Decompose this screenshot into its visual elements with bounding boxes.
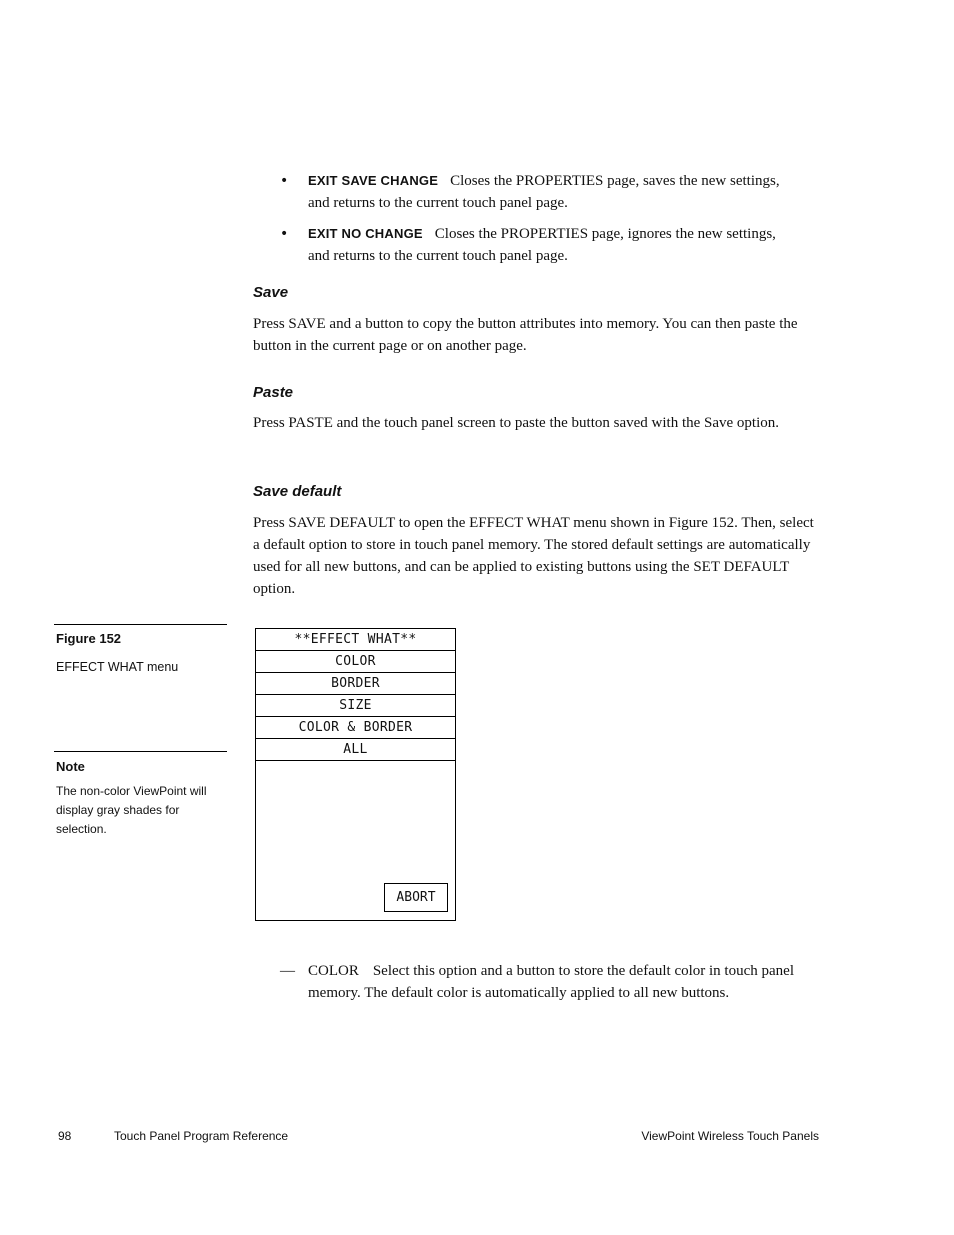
bullet-symbol: •: [280, 226, 289, 242]
menu-item-size[interactable]: SIZE: [256, 695, 455, 717]
abort-button[interactable]: ABORT: [384, 883, 448, 912]
menu-item-color[interactable]: COLOR: [256, 651, 455, 673]
section-body-save: Press SAVE and a button to copy the button attributes into memory. You can then paste the button in the current page or on another page.: [253, 316, 798, 354]
section-heading-save-default: Save default: [253, 483, 342, 500]
menu-item-all[interactable]: ALL: [256, 739, 455, 761]
figure-rule: [54, 624, 227, 625]
bullet-exit-save-change: [280, 170, 800, 214]
section-heading-save: Save: [253, 284, 289, 301]
menu-item-color-and-border[interactable]: COLOR & BORDER: [256, 717, 455, 739]
bullet-term: EXIT NO CHANGE: [308, 226, 423, 241]
bullet-text: Closes the PROPERTIES page, ignores the new settings, and returns to the current touch panel page.: [308, 226, 776, 264]
dash-text: Select this option and a button to store the default color in touch panel memory. The default color is automatically applied to all new buttons.: [308, 963, 794, 1001]
section-heading-paste: Paste: [253, 384, 294, 401]
dash-item-color: [280, 960, 820, 1004]
note-text: The non-color ViewPoint will display gray shades for selection.: [56, 784, 207, 836]
section-body-save-default: Press SAVE DEFAULT to open the EFFECT WHAT menu shown in Figure 152. Then, select a default option to store in touch panel memory. The stored default settings are automatically used for all new buttons, and can be applied to existing buttons using the SET DEFAULT option.: [253, 515, 814, 597]
dash-symbol: —: [280, 963, 295, 979]
menu-title: **EFFECT WHAT**: [256, 629, 455, 651]
bullet-exit-no-change: [280, 223, 800, 267]
figure-caption: EFFECT WHAT menu: [56, 660, 179, 674]
effect-what-menu-panel: [255, 628, 456, 921]
note-rule: [54, 751, 227, 752]
bullet-symbol: •: [280, 173, 289, 189]
section-body-paste: Press PASTE and the touch panel screen to paste the button saved with the Save option.: [253, 415, 780, 431]
footer-page-number: 98: [58, 1129, 72, 1143]
bullet-term: EXIT SAVE CHANGE: [308, 173, 439, 188]
bullet-text: Closes the PROPERTIES page, saves the new settings, and returns to the current touch panel page.: [308, 173, 780, 211]
footer-right-title: ViewPoint Wireless Touch Panels: [641, 1129, 819, 1143]
figure-label: Figure 152: [56, 631, 122, 646]
footer-left-title: Touch Panel Program Reference: [114, 1129, 289, 1143]
menu-item-border[interactable]: BORDER: [256, 673, 455, 695]
note-label: Note: [56, 759, 85, 774]
dash-term: COLOR: [308, 963, 359, 979]
